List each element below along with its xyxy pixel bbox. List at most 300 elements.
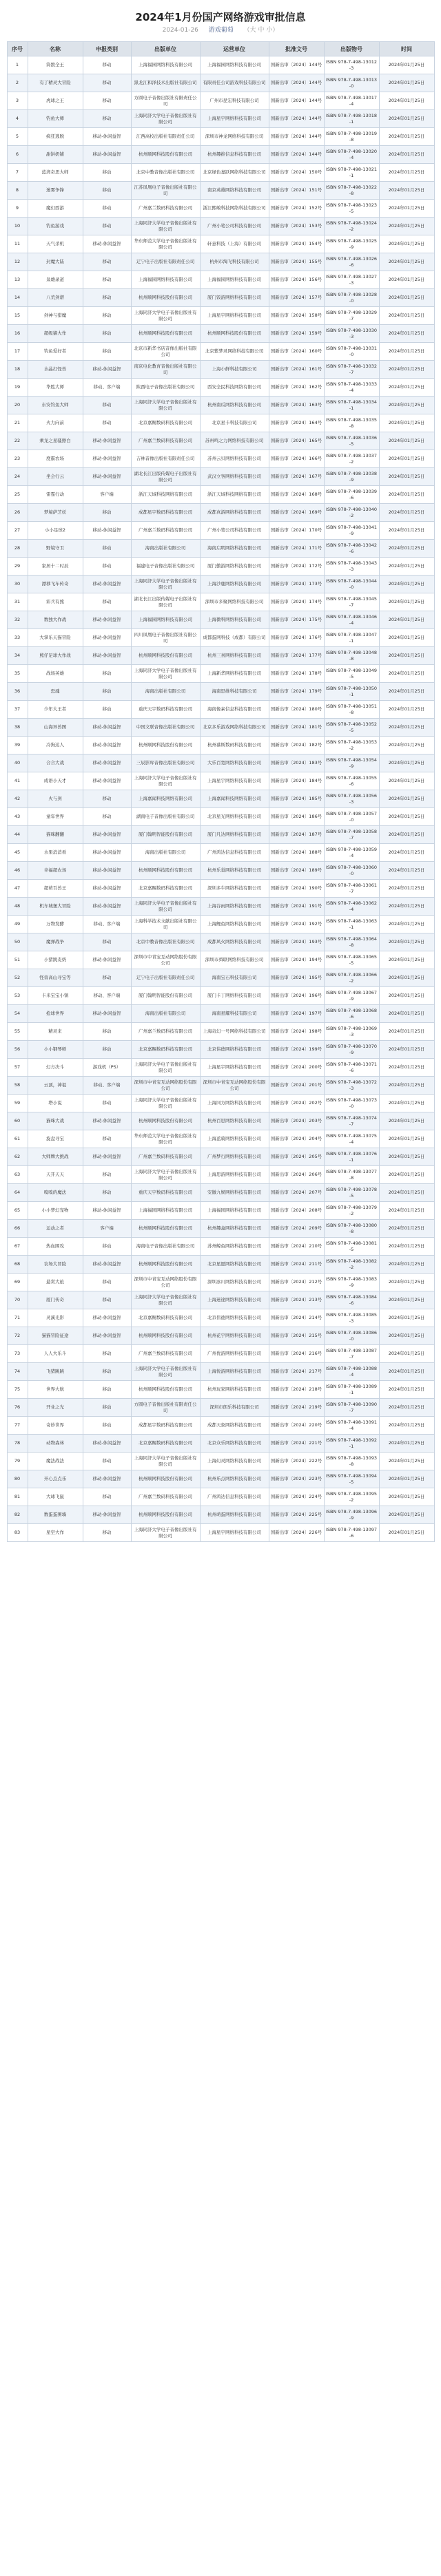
cell-publisher: 上海同济大学电子音像出版社有限公司	[131, 576, 200, 593]
cell-isbn: ISBN 978-7-498-13067-9	[324, 987, 379, 1005]
cell-date: 2024年01月25日	[379, 1184, 434, 1202]
cell-operator: 广州梦行网络科技有限公司	[200, 1148, 269, 1166]
cell-category: 移动	[83, 218, 131, 235]
cell-category: 移动-休闲益智	[83, 432, 131, 450]
cell-category: 游戏机（PS）	[83, 1059, 131, 1077]
cell-index: 52	[7, 969, 28, 987]
cell-publisher: 广州嘉兰数码科技有限公司	[131, 522, 200, 540]
cell-isbn: ISBN 978-7-498-13068-6	[324, 1005, 379, 1023]
cell-isbn: ISBN 978-7-498-13071-6	[324, 1059, 379, 1077]
cell-date: 2024年01月25日	[379, 56, 434, 74]
cell-index: 15	[7, 307, 28, 325]
header-cell: 出版物号	[324, 42, 379, 56]
cell-game-name: 天气杀机	[28, 235, 83, 253]
cell-date: 2024年01月25日	[379, 1309, 434, 1327]
cell-game-name: 虎球之王	[28, 92, 83, 110]
table-row	[7, 235, 434, 253]
header-cell: 时间	[379, 42, 434, 56]
cell-approval-no: 国新出审〔2024〕204号	[269, 1130, 324, 1148]
cell-operator: 上海星宇网络科技有限公司	[200, 110, 269, 128]
table-row	[7, 862, 434, 880]
cell-game-name: 大师牌大挑战	[28, 1148, 83, 1166]
cell-isbn: ISBN 978-7-498-13024-2	[324, 218, 379, 235]
cell-publisher: 广州嘉兰数码科技有限公司	[131, 1023, 200, 1041]
table-row	[7, 182, 434, 200]
cell-publisher: 辽宁电子出版社有限责任公司	[131, 253, 200, 271]
cell-index: 2	[7, 74, 28, 92]
cell-game-name: 东安钓鱼大师	[28, 397, 83, 414]
cell-date: 2024年01月25日	[379, 880, 434, 898]
cell-date: 2024年01月25日	[379, 1488, 434, 1506]
cell-isbn: ISBN 978-7-498-13083-9	[324, 1274, 379, 1291]
cell-game-name: 火力向前	[28, 414, 83, 432]
cell-game-name: 恐魂	[28, 683, 83, 701]
cell-date: 2024年01月25日	[379, 629, 434, 647]
cell-index: 21	[7, 414, 28, 432]
table-row	[7, 1005, 434, 1023]
table-row	[7, 74, 434, 92]
cell-index: 63	[7, 1166, 28, 1184]
cell-game-name: 钓鱼游戏	[28, 218, 83, 235]
cell-game-name: 水晶打怪兽	[28, 361, 83, 379]
cell-date: 2024年01月25日	[379, 844, 434, 862]
table-row	[7, 808, 434, 826]
table-row	[7, 898, 434, 916]
cell-approval-no: 国新出审〔2024〕144号	[269, 128, 324, 146]
cell-date: 2024年01月25日	[379, 683, 434, 701]
cell-isbn: ISBN 978-7-498-13037-2	[324, 450, 379, 468]
cell-category: 移动	[83, 182, 131, 200]
cell-date: 2024年01月25日	[379, 343, 434, 361]
cell-category: 移动	[83, 504, 131, 522]
cell-category: 移动	[83, 540, 131, 558]
cell-category: 移动-休闲益智	[83, 898, 131, 916]
cell-operator: 广州小笔公司科技有限公司	[200, 218, 269, 235]
table-row	[7, 647, 434, 665]
cell-index: 55	[7, 1023, 28, 1041]
cell-date: 2024年01月25日	[379, 1453, 434, 1470]
cell-publisher: 上海同济大学电子音像出版社有限公司	[131, 397, 200, 414]
cell-date: 2024年01月25日	[379, 1112, 434, 1130]
cell-approval-no: 国新出审〔2024〕218号	[269, 1381, 324, 1399]
cell-game-name: 热血围攻	[28, 1238, 83, 1256]
cell-category: 移动	[83, 307, 131, 325]
cell-publisher: 辽宁电子出版社有限责任公司	[131, 969, 200, 987]
cell-operator: 苏州鲸鱼网络科技有限公司	[200, 1238, 269, 1256]
cell-publisher: 方圆电子音像出版社有限责任公司	[131, 92, 200, 110]
cell-index: 34	[7, 647, 28, 665]
cell-operator: 厦门饭游网络科技有限公司	[200, 289, 269, 307]
cell-approval-no: 国新出审〔2024〕196号	[269, 987, 324, 1005]
cell-isbn: ISBN 978-7-498-13056-3	[324, 790, 379, 808]
cell-date: 2024年01月25日	[379, 1166, 434, 1184]
table-row	[7, 1524, 434, 1542]
cell-operator: 成都蛋网科技（成都）有限公司	[200, 629, 269, 647]
cell-category: 移动	[83, 200, 131, 218]
cell-isbn: ISBN 978-7-498-13057-0	[324, 808, 379, 826]
cell-date: 2024年01月25日	[379, 1470, 434, 1488]
cell-publisher: 上海同济大学电子音像出版社有限公司	[131, 665, 200, 683]
cell-game-name: 开心点点乐	[28, 1470, 83, 1488]
cell-category: 移动-休闲益智	[83, 235, 131, 253]
cell-game-name: 怪兽高山寻宝等	[28, 969, 83, 987]
cell-isbn: ISBN 978-7-498-13044-0	[324, 576, 379, 593]
cell-approval-no: 国新出审〔2024〕192号	[269, 916, 324, 933]
cell-approval-no: 国新出审〔2024〕200号	[269, 1059, 324, 1077]
table-row	[7, 468, 434, 486]
cell-isbn: ISBN 978-7-498-13036-5	[324, 432, 379, 450]
cell-publisher: 广州嘉兰数码科技有限公司	[131, 1345, 200, 1363]
cell-approval-no: 国新出审〔2024〕194号	[269, 951, 324, 969]
cell-category: 移动	[83, 1399, 131, 1417]
table-row	[7, 1363, 434, 1381]
cell-date: 2024年01月25日	[379, 1363, 434, 1381]
cell-isbn: ISBN 978-7-498-13092-1	[324, 1435, 379, 1453]
cell-date: 2024年01月25日	[379, 808, 434, 826]
cell-isbn: ISBN 978-7-498-13029-7	[324, 307, 379, 325]
cell-date: 2024年01月25日	[379, 898, 434, 916]
cell-operator: 武汉立客网络科技有限公司	[200, 468, 269, 486]
cell-date: 2024年01月25日	[379, 754, 434, 772]
table-row	[7, 826, 434, 844]
cell-publisher: 北京市新华书店音像出版社有限公司	[131, 343, 200, 361]
cell-date: 2024年01月25日	[379, 558, 434, 576]
header-cell: 出版单位	[131, 42, 200, 56]
cell-category: 移动	[83, 1166, 131, 1184]
cell-game-name: 蓝湾奇思大师	[28, 164, 83, 182]
cell-isbn: ISBN 978-7-498-13072-3	[324, 1077, 379, 1095]
cell-category: 移动-休闲益智	[83, 361, 131, 379]
cell-approval-no: 国新出审〔2024〕201号	[269, 1077, 324, 1095]
cell-isbn: ISBN 978-7-498-13035-8	[324, 414, 379, 432]
cell-operator: 上海奇幻一号网络科技有限公司	[200, 1023, 269, 1041]
cell-game-name: 嗅嗅的魔法	[28, 1184, 83, 1202]
cell-date: 2024年01月25日	[379, 969, 434, 987]
cell-operator: 南京英雄网络科技有限公司	[200, 182, 269, 200]
cell-date: 2024年01月25日	[379, 325, 434, 343]
cell-approval-no: 国新出审〔2024〕184号	[269, 772, 324, 790]
cell-game-name: 枭雄录道	[28, 271, 83, 289]
cell-publisher: 上海同济大学电子音像出版社有限公司	[131, 1524, 200, 1542]
cell-operator: 苏州云贝网络科技有限公司	[200, 450, 269, 468]
table-row	[7, 1399, 434, 1417]
cell-date: 2024年01月25日	[379, 790, 434, 808]
cell-approval-no: 国新出审〔2024〕171号	[269, 540, 324, 558]
cell-index: 83	[7, 1524, 28, 1542]
cell-game-name: 悬赏大旅	[28, 1274, 83, 1291]
cell-isbn: ISBN 978-7-498-13078-5	[324, 1184, 379, 1202]
cell-index: 67	[7, 1238, 28, 1256]
table-row	[7, 253, 434, 271]
table-row	[7, 289, 434, 307]
cell-category: 移动-休闲益智	[83, 576, 131, 593]
cell-category: 移动	[83, 1130, 131, 1148]
cell-date: 2024年01月25日	[379, 110, 434, 128]
cell-category: 移动-休闲益智	[83, 450, 131, 468]
cell-publisher: 广州嘉兰数码科技有限公司	[131, 1488, 200, 1506]
cell-category: 移动	[83, 110, 131, 128]
cell-isbn: ISBN 978-7-498-13076-1	[324, 1148, 379, 1166]
cell-operator: 成都真游网络科技有限公司	[200, 504, 269, 522]
cell-index: 53	[7, 987, 28, 1005]
cell-operator: 杭州趣盒网络科技有限公司	[200, 1220, 269, 1238]
table-row	[7, 504, 434, 522]
cell-operator: 上海星宇网络科技有限公司	[200, 1059, 269, 1077]
cell-index: 54	[7, 1005, 28, 1023]
cell-date: 2024年01月25日	[379, 522, 434, 540]
table-row	[7, 128, 434, 146]
cell-game-name: 成语小天才	[28, 772, 83, 790]
cell-category: 移动	[83, 1453, 131, 1470]
cell-index: 35	[7, 665, 28, 683]
cell-index: 39	[7, 737, 28, 754]
table-row	[7, 1130, 434, 1148]
cell-game-name: 世界大航	[28, 1381, 83, 1399]
cell-approval-no: 国新出审〔2024〕216号	[269, 1345, 324, 1363]
cell-category: 移动、客户端	[83, 987, 131, 1005]
cell-game-name: 漂移飞车传奇	[28, 576, 83, 593]
cell-approval-no: 国新出审〔2024〕225号	[269, 1506, 324, 1524]
cell-date: 2024年01月25日	[379, 1381, 434, 1399]
cell-publisher: 海南出版社有限公司	[131, 540, 200, 558]
cell-index: 3	[7, 92, 28, 110]
cell-approval-no: 国新出审〔2024〕178号	[269, 665, 324, 683]
cell-game-name: 魔幻西游	[28, 200, 83, 218]
cell-date: 2024年01月25日	[379, 701, 434, 719]
cell-publisher: 陕西电子音像出版社有限公司	[131, 379, 200, 397]
cell-isbn: ISBN 978-7-498-13012-3	[324, 56, 379, 74]
table-row	[7, 325, 434, 343]
cell-index: 72	[7, 1327, 28, 1345]
cell-date: 2024年01月25日	[379, 933, 434, 951]
cell-date: 2024年01月25日	[379, 916, 434, 933]
cell-index: 41	[7, 772, 28, 790]
cell-isbn: ISBN 978-7-498-13041-9	[324, 522, 379, 540]
cell-isbn: ISBN 978-7-498-13055-6	[324, 772, 379, 790]
cell-game-name: 飞猪跳跳	[28, 1363, 83, 1381]
cell-game-name: 封魔大陆	[28, 253, 83, 271]
cell-approval-no: 国新出审〔2024〕205号	[269, 1148, 324, 1166]
table-row	[7, 844, 434, 862]
cell-publisher: 重庆天宇数码科技有限公司	[131, 701, 200, 719]
cell-game-name: 猫咪翻翻	[28, 826, 83, 844]
table-row	[7, 969, 434, 987]
cell-category: 移动-休闲益智	[83, 862, 131, 880]
cell-index: 74	[7, 1363, 28, 1381]
cell-game-name: 彩兵有熊	[28, 593, 83, 611]
cell-category: 移动	[83, 701, 131, 719]
cell-operator: 杭州慕斯数码科技有限公司	[200, 737, 269, 754]
cell-game-name: 幻方决斗	[28, 1059, 83, 1077]
cell-category: 移动	[83, 1524, 131, 1542]
cell-publisher: 海南出版社有限公司	[131, 1005, 200, 1023]
cell-index: 1	[7, 56, 28, 74]
cell-game-name: 机车城堡大冒险	[28, 898, 83, 916]
cell-date: 2024年01月25日	[379, 289, 434, 307]
cell-index: 76	[7, 1399, 28, 1417]
cell-isbn: ISBN 978-7-498-13045-7	[324, 593, 379, 611]
cell-publisher: 厦门翰明智能股份有限公司	[131, 826, 200, 844]
table-row	[7, 1202, 434, 1220]
cell-game-name: 有了精灵大冒险	[28, 74, 83, 92]
cell-operator: 北京多乐游戏网络科技有限公司	[200, 719, 269, 737]
cell-game-name: 魔弹战争	[28, 933, 83, 951]
cell-isbn: ISBN 978-7-498-13054-9	[324, 754, 379, 772]
cell-index: 70	[7, 1291, 28, 1309]
cell-approval-no: 国新出审〔2024〕195号	[269, 969, 324, 987]
cell-operator: 北京星愿网络科技有限公司	[200, 1256, 269, 1274]
cell-approval-no: 国新出审〔2024〕179号	[269, 683, 324, 701]
cell-publisher: 杭州顺网科技股份有限公司	[131, 1470, 200, 1488]
cell-category: 移动	[83, 164, 131, 182]
cell-isbn: ISBN 978-7-498-13049-5	[324, 665, 379, 683]
cell-category: 移动	[83, 289, 131, 307]
cell-operator: 杭州乐巢网络科技有限公司	[200, 862, 269, 880]
table-row	[7, 683, 434, 701]
cell-date: 2024年01月25日	[379, 200, 434, 218]
cell-category: 移动	[83, 665, 131, 683]
table-row	[7, 1184, 434, 1202]
cell-approval-no: 国新出审〔2024〕159号	[269, 325, 324, 343]
cell-game-name: 小小足球2	[28, 522, 83, 540]
cell-date: 2024年01月25日	[379, 1023, 434, 1041]
cell-index: 68	[7, 1256, 28, 1274]
cell-date: 2024年01月25日	[379, 414, 434, 432]
cell-game-name: 小小钢琴师	[28, 1041, 83, 1059]
table-row	[7, 754, 434, 772]
table-row	[7, 1291, 434, 1309]
cell-isbn: ISBN 978-7-498-13042-6	[324, 540, 379, 558]
cell-approval-no: 国新出审〔2024〕151号	[269, 182, 324, 200]
cell-category: 移动-休闲益智	[83, 754, 131, 772]
cell-game-name: 家居十二时辰	[28, 558, 83, 576]
cell-index: 10	[7, 218, 28, 235]
cell-isbn: ISBN 978-7-498-13087-7	[324, 1345, 379, 1363]
cell-date: 2024年01月25日	[379, 1202, 434, 1220]
cell-operator: 北京伟德网络科技有限公司	[200, 1309, 269, 1327]
cell-index: 8	[7, 182, 28, 200]
cell-category: 移动-休闲益智	[83, 772, 131, 790]
cell-index: 20	[7, 397, 28, 414]
cell-approval-no: 国新出审〔2024〕169号	[269, 504, 324, 522]
cell-operator: 广州优游网络科技有限公司	[200, 1345, 269, 1363]
cell-isbn: ISBN 978-7-498-13032-7	[324, 361, 379, 379]
cell-publisher: 华东师范大学电子音像出版社有限公司	[131, 235, 200, 253]
cell-approval-no: 国新出审〔2024〕176号	[269, 629, 324, 647]
cell-approval-no: 国新出审〔2024〕217号	[269, 1363, 324, 1381]
cell-operator: 深圳市多聚网络科技有限公司	[200, 593, 269, 611]
cell-approval-no: 国新出审〔2024〕186号	[269, 808, 324, 826]
cell-approval-no: 国新出审〔2024〕221号	[269, 1435, 324, 1453]
cell-category: 移动-休闲益智	[83, 468, 131, 486]
cell-isbn: ISBN 978-7-498-13070-9	[324, 1041, 379, 1059]
cell-operator: 杭州乐点网络科技有限公司	[200, 1470, 269, 1488]
cell-game-name: 奇妙世界	[28, 1417, 83, 1435]
cell-approval-no: 国新出审〔2024〕156号	[269, 271, 324, 289]
cell-publisher: 上海同济大学电子音像出版社有限公司	[131, 307, 200, 325]
cell-approval-no: 国新出审〔2024〕222号	[269, 1453, 324, 1470]
approval-table	[7, 41, 435, 1542]
cell-category: 移动-休闲益智	[83, 1005, 131, 1023]
table-row	[7, 110, 434, 128]
cell-operator: 上海嘉闻科技网络有限公司	[200, 790, 269, 808]
cell-index: 37	[7, 701, 28, 719]
cell-date: 2024年01月25日	[379, 1417, 434, 1435]
cell-approval-no: 国新出审〔2024〕152号	[269, 200, 324, 218]
cell-index: 7	[7, 164, 28, 182]
cell-approval-no: 国新出审〔2024〕173号	[269, 576, 324, 593]
cell-operator: 上海星宇网络科技有限公司	[200, 1524, 269, 1542]
table-row	[7, 1470, 434, 1488]
cell-category: 客户端	[83, 486, 131, 504]
cell-index: 61	[7, 1130, 28, 1148]
cell-category: 移动	[83, 1488, 131, 1506]
cell-isbn: ISBN 978-7-498-13069-3	[324, 1023, 379, 1041]
cell-operator: 深圳市中青宝互动网络股份有限公司	[200, 1077, 269, 1095]
cell-publisher: 杭州顺网科技股份有限公司	[131, 1327, 200, 1345]
cell-date: 2024年01月25日	[379, 432, 434, 450]
cell-operator: 北京伟德网络科技有限公司	[200, 1041, 269, 1059]
cell-approval-no: 国新出审〔2024〕157号	[269, 289, 324, 307]
cell-category: 移动-休闲益智	[83, 1202, 131, 1220]
cell-index: 27	[7, 522, 28, 540]
font-size-switch[interactable]: （大 中 小）	[243, 27, 279, 34]
cell-publisher: 海南电子音像出版社有限公司	[131, 1238, 200, 1256]
cell-index: 28	[7, 540, 28, 558]
cell-isbn: ISBN 978-7-498-13079-2	[324, 1202, 379, 1220]
cell-date: 2024年01月25日	[379, 1256, 434, 1274]
cell-game-name: 迷雾争锋	[28, 182, 83, 200]
cell-category: 移动-休闲益智	[83, 1470, 131, 1488]
cell-isbn: ISBN 978-7-498-13097-6	[324, 1524, 379, 1542]
cell-publisher: 重庆天宇数码科技有限公司	[131, 1184, 200, 1202]
cell-category: 移动-休闲益智	[83, 146, 131, 164]
table-row	[7, 790, 434, 808]
cell-game-name: 开业之光	[28, 1399, 83, 1417]
table-row	[7, 414, 434, 432]
cell-approval-no: 国新出审〔2024〕223号	[269, 1470, 324, 1488]
cell-category: 移动-休闲益智	[83, 1506, 131, 1524]
cell-index: 14	[7, 289, 28, 307]
cell-game-name: 幸福超农场	[28, 862, 83, 880]
article-meta	[0, 25, 441, 36]
cell-isbn: ISBN 978-7-498-13062-4	[324, 898, 379, 916]
cell-isbn: ISBN 978-7-498-13061-7	[324, 880, 379, 898]
cell-approval-no: 国新出审〔2024〕190号	[269, 880, 324, 898]
cell-publisher: 湖北长江出版传媒电子出版社有限公司	[131, 593, 200, 611]
cell-game-name: 厦门传奇	[28, 1291, 83, 1309]
table-row	[7, 1238, 434, 1256]
cell-game-name: 星空大作	[28, 1524, 83, 1542]
cell-date: 2024年01月25日	[379, 397, 434, 414]
cell-date: 2024年01月25日	[379, 92, 434, 110]
cell-date: 2024年01月25日	[379, 361, 434, 379]
cell-publisher: 福建电子音像出版社有限公司	[131, 558, 200, 576]
cell-game-name: 八荒剑谱	[28, 289, 83, 307]
cell-isbn: ISBN 978-7-498-13030-3	[324, 325, 379, 343]
cell-index: 18	[7, 361, 28, 379]
cell-operator: 深圳多牛网络科技有限公司	[200, 880, 269, 898]
author-link[interactable]: 游戏葡萄	[208, 27, 234, 34]
cell-isbn: ISBN 978-7-498-13052-5	[324, 719, 379, 737]
cell-publisher: 华东师范大学电子音像出版社有限公司	[131, 1130, 200, 1148]
table-row	[7, 1166, 434, 1184]
cell-category: 移动、客户端	[83, 916, 131, 933]
cell-approval-no: 国新出审〔2024〕181号	[269, 719, 324, 737]
cell-index: 50	[7, 933, 28, 951]
cell-index: 26	[7, 504, 28, 522]
cell-operator: 海南宝石科技有限公司	[200, 969, 269, 987]
